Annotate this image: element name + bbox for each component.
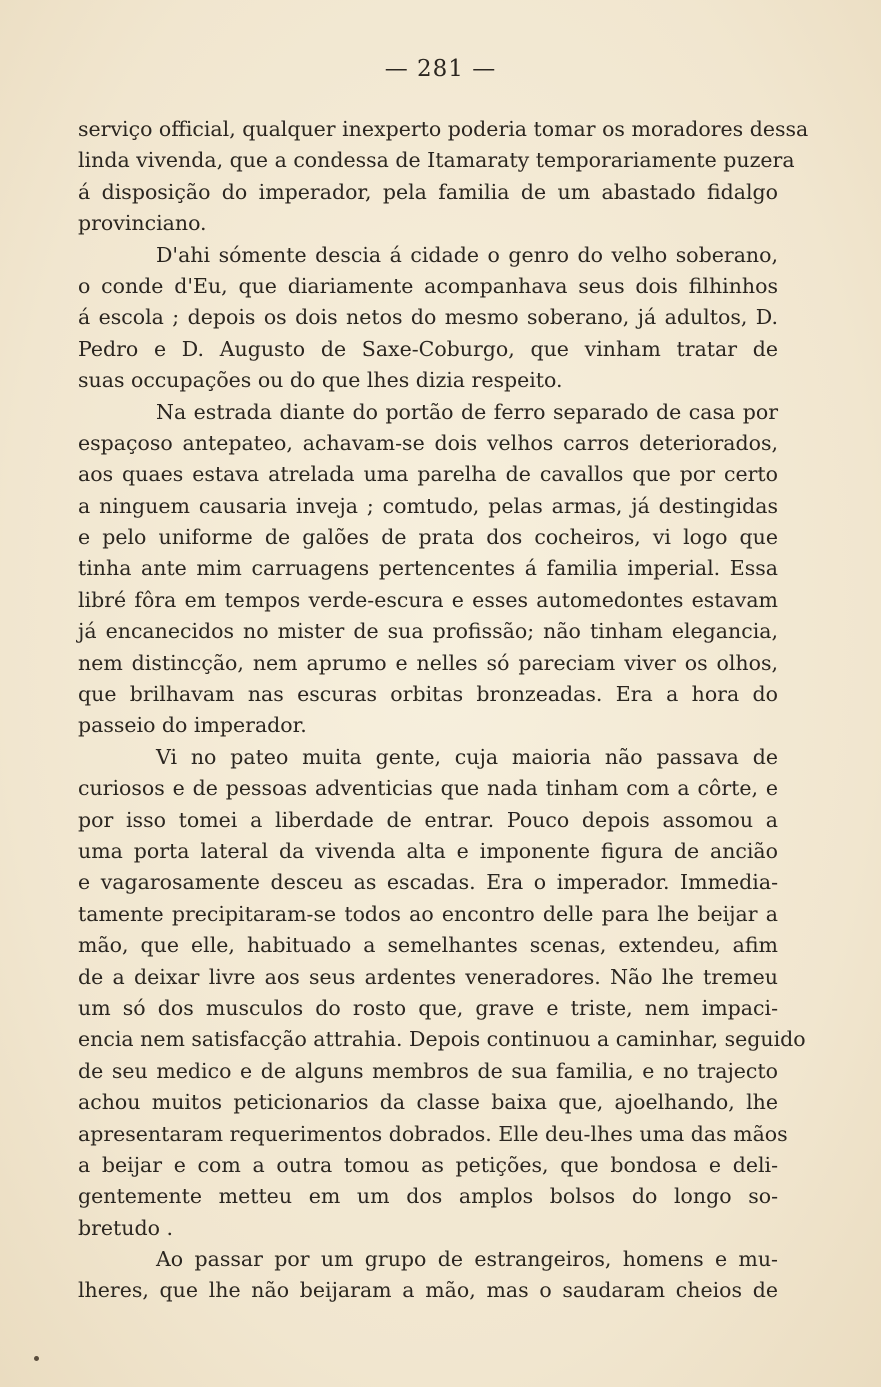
- text-line: achou muitos peticionarios da classe baixa que, ajoelhando, lhe: [78, 1090, 778, 1115]
- text-line: já encanecidos no mister de sua profissão; não tinham elegancia,: [78, 619, 778, 644]
- text-line: de seu medico e de alguns membros de sua familia, e no trajecto: [78, 1058, 778, 1083]
- text-line: á disposição do imperador, pela familia de um abastado fidalgo: [78, 179, 778, 204]
- text-line: apresentaram requerimentos dobrados. Elle deu-lhes uma das mãos: [78, 1121, 788, 1146]
- text-line: nem distincção, nem aprumo e nelles só pareciam viver os olhos,: [78, 650, 778, 675]
- text-line: Ao passar por um grupo de estrangeiros, homens e mu-: [156, 1247, 778, 1272]
- text-line: passeio do imperador.: [78, 713, 307, 738]
- text-line: linda vivenda, que a condessa de Itamaraty temporariamente puzera: [78, 148, 795, 173]
- text-line: tamente precipitaram-se todos ao encontro delle para lhe beijar a: [78, 901, 778, 926]
- text-line: a ninguem causaria inveja ; comtudo, pelas armas, já destingidas: [78, 493, 778, 518]
- text-line: espaçoso antepateo, achavam-se dois velhos carros deteriorados,: [78, 430, 778, 455]
- text-line: D'ahi sómente descia á cidade o genro do velho soberano,: [156, 242, 778, 267]
- text-line: de a deixar livre aos seus ardentes veneradores. Não lhe tremeu: [78, 964, 778, 989]
- text-line: á escola ; depois os dois netos do mesmo soberano, já adultos, D.: [78, 305, 778, 330]
- text-line: Na estrada diante do portão de ferro separado de casa por: [156, 399, 778, 424]
- text-line: provinciano.: [78, 211, 207, 236]
- text-line: Vi no pateo muita gente, cuja maioria não passava de: [156, 744, 778, 769]
- text-line: um só dos musculos do rosto que, grave e triste, nem impaci-: [78, 995, 778, 1020]
- text-line: por isso tomei a liberdade de entrar. Pouco depois assomou a: [78, 807, 778, 832]
- text-line: o conde d'Eu, que diariamente acompanhava seus dois filhinhos: [78, 273, 778, 298]
- text-line: e vagarosamente desceu as escadas. Era o imperador. Immedia-: [78, 870, 778, 895]
- text-line: suas occupações ou do que lhes dizia respeito.: [78, 368, 563, 393]
- text-line: encia nem satisfacção attrahia. Depois continuou a caminhar, seguido: [78, 1027, 806, 1052]
- body-text: [78, 114, 809, 1307]
- text-line: bretudo .: [78, 1215, 173, 1240]
- text-line: uma porta lateral da vivenda alta e imponente figura de ancião: [78, 838, 778, 863]
- text-line: libré fôra em tempos verde-escura e esses automedontes estavam: [78, 587, 778, 612]
- text-line: mão, que elle, habituado a semelhantes scenas, extendeu, afim: [78, 933, 778, 958]
- text-line: tinha ante mim carruagens pertencentes á familia imperial. Essa: [78, 556, 778, 581]
- text-line: Pedro e D. Augusto de Saxe-Coburgo, que vinham tratar de: [78, 336, 778, 361]
- text-line: aos quaes estava atrelada uma parelha de cavallos que por certo: [78, 462, 778, 487]
- text-line: e pelo uniforme de galões de prata dos cocheiros, vi logo que: [78, 525, 778, 550]
- text-line: gentemente metteu em um dos amplos bolsos do longo so-: [78, 1184, 778, 1209]
- text-line: serviço official, qualquer inexperto poderia tomar os moradores dessa: [78, 117, 809, 141]
- text-line: a beijar e com a outra tomou as petições, que bondosa e deli-: [78, 1152, 778, 1177]
- text-line: curiosos e de pessoas adventicias que nada tinham com a côrte, e: [78, 776, 778, 801]
- text-line: que brilhavam nas escuras orbitas bronzeadas. Era a hora do: [78, 682, 778, 707]
- ink-speck: [34, 1356, 39, 1361]
- text-line: lheres, que lhe não beijaram a mão, mas o saudaram cheios de: [78, 1278, 778, 1303]
- page-number: — 281 —: [384, 56, 497, 82]
